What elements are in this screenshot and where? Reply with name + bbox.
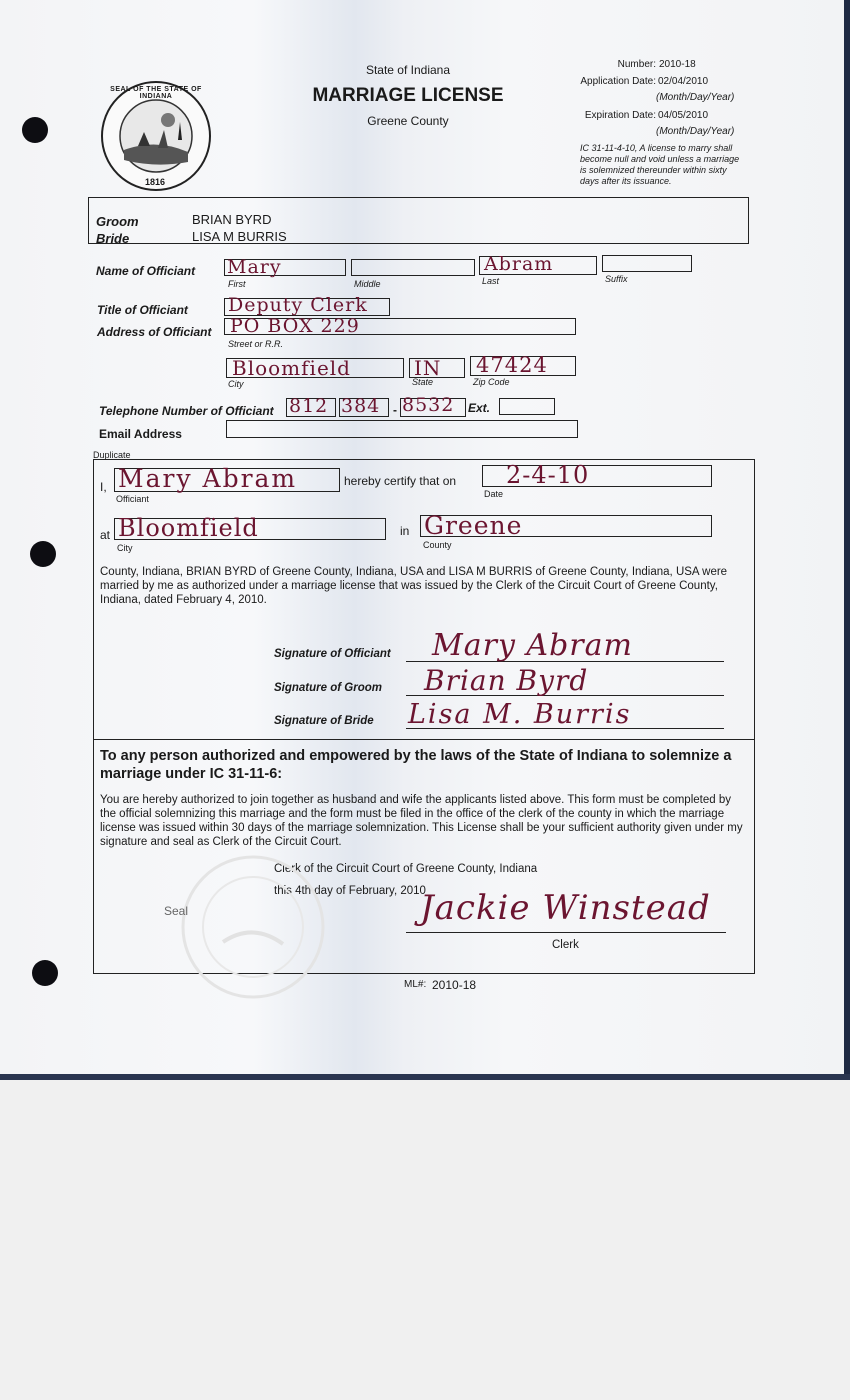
authorization-heading: To any person authorized and empowered by the laws of the State of Indiana to solemnize a marriage under IC 31-11-6: xyxy=(100,748,732,782)
officiant-title-label: Title of Officiant xyxy=(97,303,188,317)
phone-line-value: 8532 xyxy=(402,394,455,416)
certificate-county-caption: County xyxy=(423,540,452,550)
first-caption: First xyxy=(228,279,246,289)
document-title: MARRIAGE LICENSE xyxy=(312,85,504,106)
certificate-city-value: Bloomfield xyxy=(118,514,259,542)
seal-top-text: SEAL OF THE STATE OF INDIANA xyxy=(110,86,202,100)
street-caption: Street or R.R. xyxy=(228,339,284,349)
clerk-court-line: Clerk of the Circuit Court of Greene County, Indiana xyxy=(274,863,538,875)
groom-name: BRIAN BYRD xyxy=(192,212,272,227)
statute-note: IC 31-11-4-10, A license to marry shall become null and void unless a marriage is solemnized thereunder within sixty days after its issuance. xyxy=(580,143,740,186)
embossed-seal-icon xyxy=(178,852,328,1002)
expiration-date-label: Expiration Date: xyxy=(584,110,656,121)
phone-ext-field[interactable] xyxy=(499,398,555,415)
certificate-city-caption: City xyxy=(117,543,133,553)
certificate-officiant-caption: Officiant xyxy=(116,494,149,504)
punch-hole-top xyxy=(22,117,48,143)
sig-bride-label: Signature of Bride xyxy=(274,715,374,727)
date-format-1: (Month/Day/Year) xyxy=(656,92,735,103)
officiant-city-value: Bloomfield xyxy=(232,356,351,380)
application-date-label: Application Date: xyxy=(580,76,656,87)
license-number: 2010-18 xyxy=(659,59,696,70)
state-name: State of Indiana xyxy=(365,63,451,77)
expiration-date: 04/05/2010 xyxy=(658,110,709,121)
sig-groom-value: Brian Byrd xyxy=(424,664,589,697)
clerk-caption: Clerk xyxy=(552,939,579,951)
city-caption: City xyxy=(228,379,244,389)
sig-bride-value: Lisa M. Burris xyxy=(408,699,632,730)
sig-groom-label: Signature of Groom xyxy=(274,682,382,694)
officiant-zip-value: 47424 xyxy=(476,353,548,377)
bride-label: Bride xyxy=(96,231,130,246)
officiant-title-value: Deputy Clerk xyxy=(228,294,368,316)
i-label: I, xyxy=(100,480,107,494)
clerk-date-line: this 4th day of February, 2010 xyxy=(274,885,426,897)
officiant-street-value: PO BOX 229 xyxy=(230,315,360,337)
officiant-suffix-field[interactable] xyxy=(602,255,692,272)
parties-box xyxy=(88,197,749,244)
county-name: Greene County xyxy=(367,114,449,128)
officiant-address-label: Address of Officiant xyxy=(97,325,212,339)
punch-hole-bottom xyxy=(32,960,58,986)
officiant-first-value: Mary xyxy=(227,256,282,278)
officiant-last-value: Abram xyxy=(484,253,554,275)
bride-name: LISA M BURRIS xyxy=(192,229,287,244)
groom-label: Groom xyxy=(96,214,139,229)
officiant-state-value: IN xyxy=(414,356,442,380)
clerk-signature: Jackie Winstead xyxy=(420,888,711,928)
state-caption: State xyxy=(412,377,434,387)
scan-edge xyxy=(0,1074,850,1080)
duplicate-label: Duplicate xyxy=(93,450,131,460)
application-date: 02/04/2010 xyxy=(658,76,709,87)
ext-label: Ext. xyxy=(468,401,491,415)
clerk-signature-line xyxy=(406,932,726,933)
authorization-body: You are hereby authorized to join together as husband and wife the applicants listed above. This form must be completed by the official solemnizing this marriage and the form must be filed in the office of the clerk of the county in which the marriage license was issued within 30 days of the marriage solemnization. This License shall be your sufficient authority given under my signature and seal as Clerk of the Circuit Court. xyxy=(100,794,743,848)
certificate-date-caption: Date xyxy=(484,489,504,499)
ml-number: 2010-18 xyxy=(432,978,477,992)
phone-prefix-value: 384 xyxy=(341,395,381,417)
certificate-date-value: 2-4-10 xyxy=(506,461,590,489)
sig-officiant-label: Signature of Officiant xyxy=(274,648,391,660)
at-label: at xyxy=(100,528,111,542)
certificate-officiant-value: Mary Abram xyxy=(118,464,298,493)
officiant-name-label: Name of Officiant xyxy=(96,264,196,278)
phone-dash: - xyxy=(393,403,397,417)
ml-label: ML#: xyxy=(404,979,427,990)
date-format-2: (Month/Day/Year) xyxy=(656,126,735,137)
seal-year: 1816 xyxy=(144,177,166,187)
officiant-phone-label: Telephone Number of Officiant xyxy=(99,404,274,418)
certify-text: hereby certify that on xyxy=(344,474,457,488)
officiant-email-label: Email Address xyxy=(99,427,182,441)
phone-area-value: 812 xyxy=(289,395,329,417)
last-caption: Last xyxy=(482,276,500,286)
officiant-middle-field[interactable] xyxy=(351,259,475,276)
zip-caption: Zip Code xyxy=(473,377,510,387)
middle-caption: Middle xyxy=(354,279,381,289)
suffix-caption: Suffix xyxy=(605,274,628,284)
officiant-email-field[interactable] xyxy=(226,420,578,438)
seal-label: Seal xyxy=(164,904,189,918)
in-label: in xyxy=(400,524,410,538)
certificate-statement: County, Indiana, BRIAN BYRD of Greene County, Indiana, USA and LISA M BURRIS of Greene County, Indiana, USA were married by me as authorized under a marriage license that was issued by the Clerk of the Circuit Court of Greene County, Indiana, dated February 4, 2010. xyxy=(100,566,728,606)
certificate-county-value: Greene xyxy=(424,511,523,540)
certificate-divider xyxy=(93,739,755,740)
sig-officiant-value: Mary Abram xyxy=(432,628,633,663)
number-label: Number: xyxy=(617,59,656,70)
punch-hole-middle xyxy=(30,541,56,567)
